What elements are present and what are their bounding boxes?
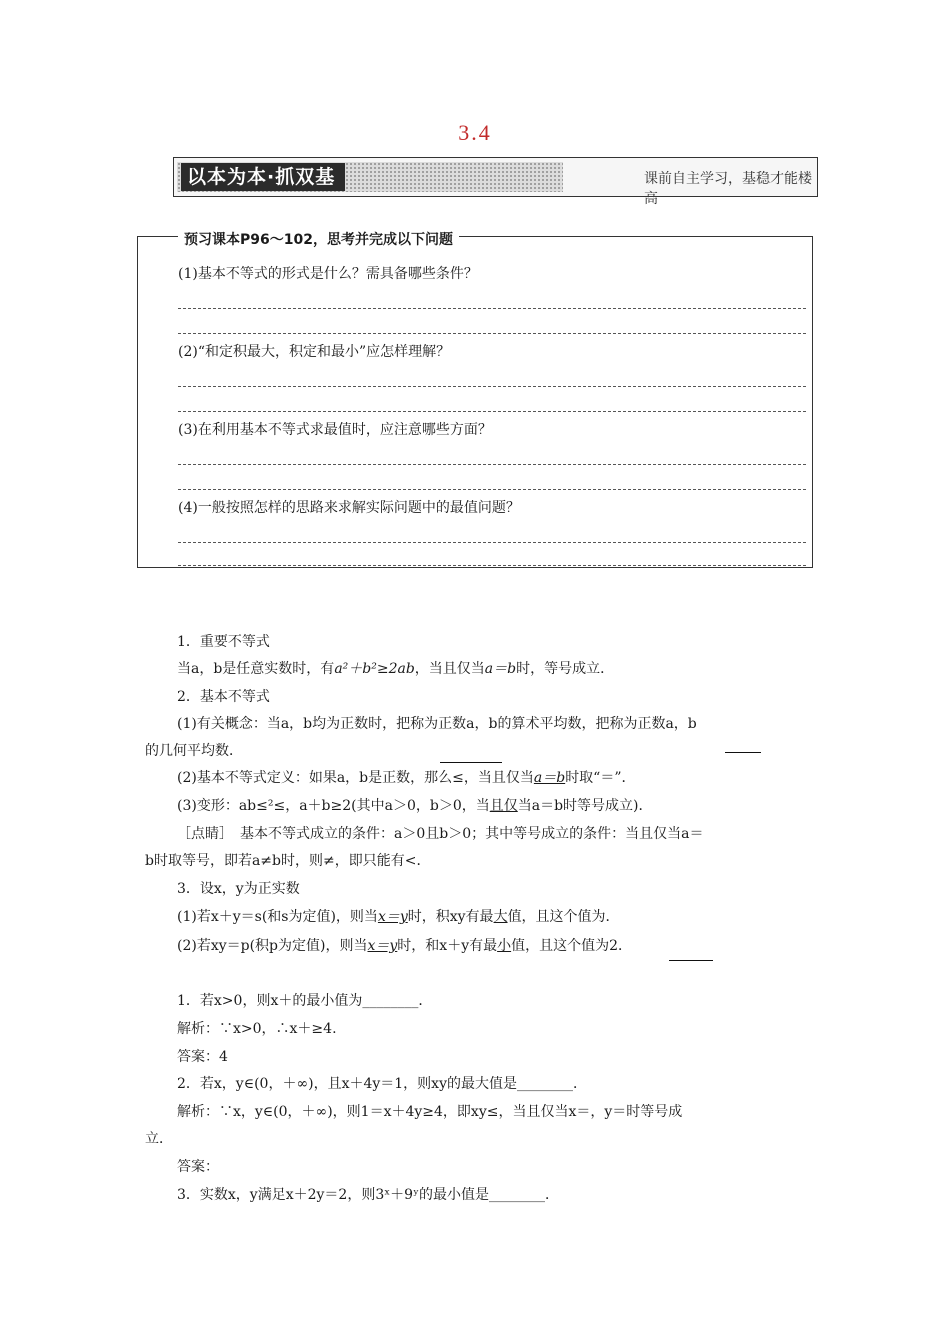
text-run: (1)若x＋y＝s(和s为定值)，则当 (177, 909, 378, 925)
exercise-2-question: 2．若x，y∈(0，＋∞)，且x＋4y＝1，则xy的最大值是________． (177, 1076, 587, 1092)
section-2-title: 2．基本不等式 (177, 689, 270, 705)
section-2-1-line-b: 的几何平均数． (145, 743, 243, 759)
answer-line (178, 386, 806, 387)
exercise-2-answer: 答案： (177, 1159, 219, 1175)
note-line-b: b时取等号，即若a≠b时，则≠，即只能有<． (145, 853, 431, 869)
preview-header: 预习课本P96～102，思考并完成以下问题 (178, 229, 459, 249)
section-banner (173, 157, 818, 207)
answer-line (178, 411, 806, 412)
underlined-text: 大 (493, 909, 508, 925)
exercise-1-solution: 解析：∵x>0，∴x＋≥4. (177, 1021, 337, 1037)
banner-tag-panel (177, 162, 563, 192)
text-run: 时，等号成立． (516, 661, 615, 677)
note-line-a: ［点睛］ 基本不等式成立的条件：a＞0且b＞0；其中等号成立的条件：当且仅当a＝ (177, 826, 704, 842)
exercise-2-solution-b: 立． (145, 1131, 173, 1147)
answer-line (178, 333, 806, 334)
exercise-1-answer: 答案：4 (177, 1049, 228, 1065)
exercise-2-solution-a: 解析：∵x，y∈(0，＋∞)，则1＝x＋4y≥4，即xy≤，当且仅当x＝，y＝时等号成 (177, 1104, 683, 1120)
preview-question-3: (3)在利用基本不等式求最值时，应注意哪些方面？ (178, 422, 492, 438)
exercise-1-question: 1．若x>0，则x＋的最小值为________． (177, 993, 433, 1009)
exercise-3-question: 3．实数x，y满足x＋2y＝2，则3ˣ＋9ʸ的最小值是________． (177, 1187, 560, 1203)
text-run: (3)变形：ab≤²≤，a＋b≥2(其中a＞0，b＞0，当 (177, 798, 490, 814)
text-run: 时取“＝”． (565, 770, 636, 786)
preview-question-1: (1)基本不等式的形式是什么？需具备哪些条件？ (178, 266, 478, 282)
section-2-2 (177, 767, 636, 787)
fill-blank-underline (440, 762, 502, 763)
banner-tag: 以本为本·抓双基 (181, 163, 345, 191)
text-run: 当a，b是任意实数时，有 (177, 661, 335, 677)
section-2-3 (177, 795, 653, 815)
text-run: 值，且这个值为． (507, 909, 620, 925)
text-run: ，当且仅当 (414, 661, 485, 677)
answer-line (178, 489, 806, 490)
section-3-2 (177, 935, 632, 955)
text-run: 值，且这个值为2． (511, 938, 633, 954)
text-run: 时，积xy有最 (407, 909, 494, 925)
underlined-text: 且仅 (489, 798, 518, 814)
section-1-text (177, 658, 614, 678)
text-run: (2)若xy＝p(积p为定值)，则当 (177, 938, 368, 954)
condition: a＝b (533, 770, 566, 786)
underlined-text: 小 (497, 938, 512, 954)
text-run: 当a＝b时等号成立)． (517, 798, 653, 814)
fill-blank-underline (669, 960, 713, 961)
formula: a²＋b²≥2ab (334, 661, 415, 677)
condition: x＝y (367, 938, 398, 954)
banner-motto: 课前自主学习，基稳才能楼高 (644, 171, 812, 207)
text-run: (2)基本不等式定义：如果a，b是正数，那么≤，当且仅当 (177, 770, 534, 786)
text-run: 时，和x＋y有最 (397, 938, 498, 954)
preview-question-4: (4)一般按照怎样的思路来求解实际问题中的最值问题？ (178, 500, 520, 516)
answer-line (178, 308, 806, 309)
condition: a＝b (484, 661, 517, 677)
answer-line (178, 464, 806, 465)
preview-box (137, 232, 813, 568)
answer-line (178, 542, 806, 543)
fill-blank-underline (725, 752, 761, 753)
preview-question-2: (2)“和定积最大，积定和最小”应怎样理解？ (178, 344, 451, 360)
section-1-title: 1．重要不等式 (177, 634, 270, 650)
section-2-1-line-a: (1)有关概念：当a，b均为正数时，把称为正数a，b的算术平均数，把称为正数a，b (177, 716, 697, 732)
section-3-title: 3．设x，y为正实数 (177, 881, 300, 897)
section-number: 3.4 (458, 120, 492, 145)
condition: x＝y (377, 909, 408, 925)
answer-line (178, 565, 806, 566)
section-3-1 (177, 906, 620, 926)
